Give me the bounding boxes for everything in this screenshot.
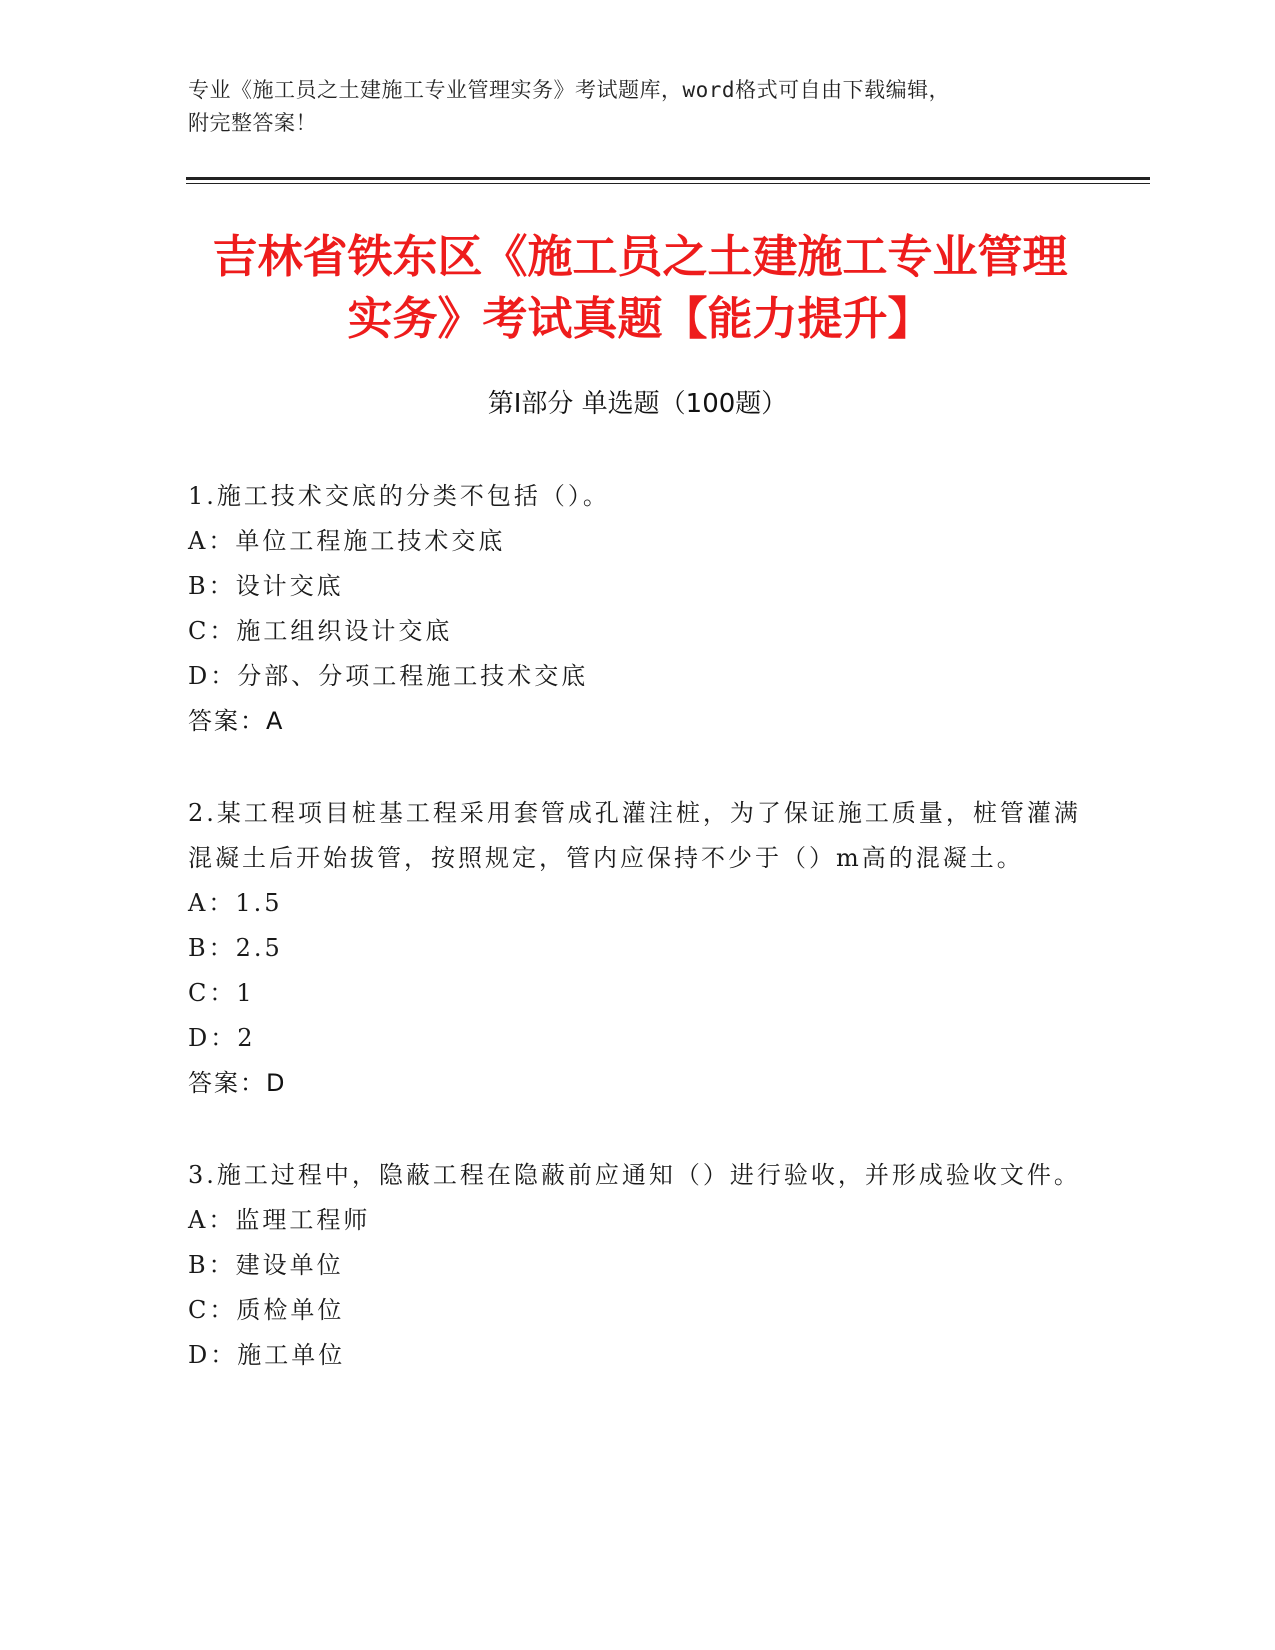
header-note-line-1: 专业《施工员之土建施工专业管理实务》考试题库，word格式可自由下载编辑， bbox=[188, 78, 951, 102]
option-a: A：单位工程施工技术交底 bbox=[188, 527, 506, 555]
document-title bbox=[180, 226, 1100, 350]
question-list bbox=[188, 474, 1088, 1425]
question-stem: 1.施工技术交底的分类不包括（）。 bbox=[188, 482, 610, 510]
document-title-line-1: 吉林省铁东区《施工员之土建施工专业管理 bbox=[212, 230, 1068, 283]
section-heading: 第Ⅰ部分 单选题（100题） bbox=[487, 389, 788, 419]
option-d: D：2 bbox=[188, 1024, 256, 1052]
answer-label: 答案： bbox=[188, 1069, 266, 1097]
option-c: C：施工组织设计交底 bbox=[188, 617, 453, 645]
answer-value: A bbox=[266, 707, 283, 735]
option-c: C：1 bbox=[188, 979, 255, 1007]
option-b: B：2.5 bbox=[188, 934, 283, 962]
option-c: C：质检单位 bbox=[188, 1296, 345, 1324]
option-d: D：施工单位 bbox=[188, 1341, 346, 1369]
document-title-line-2: 实务》考试真题【能力提升】 bbox=[347, 292, 933, 345]
question-stem: 2.某工程项目桩基工程采用套管成孔灌注桩，为了保证施工质量，桩管灌满混凝土后开始拔管，按照规定，管内应保持不少于（）m高的混凝土。 bbox=[188, 799, 1081, 872]
header-divider-thin bbox=[186, 183, 1150, 184]
option-a: A：1.5 bbox=[188, 889, 283, 917]
option-d: D：分部、分项工程施工技术交底 bbox=[188, 662, 589, 690]
question-3 bbox=[188, 1153, 1088, 1378]
question-1 bbox=[188, 474, 1088, 744]
option-b: B：建设单位 bbox=[188, 1251, 344, 1279]
answer-line bbox=[188, 1061, 1088, 1106]
header-note bbox=[188, 74, 1068, 140]
answer-value: D bbox=[266, 1069, 285, 1097]
question-2 bbox=[188, 791, 1088, 1106]
option-a: A：监理工程师 bbox=[188, 1206, 371, 1234]
header-divider-thick bbox=[186, 177, 1150, 180]
question-stem: 3.施工过程中，隐蔽工程在隐蔽前应通知（）进行验收，并形成验收文件。 bbox=[188, 1161, 1081, 1189]
option-b: B：设计交底 bbox=[188, 572, 344, 600]
answer-line bbox=[188, 699, 1088, 744]
answer-label: 答案： bbox=[188, 707, 266, 735]
header-note-line-2: 附完整答案！ bbox=[188, 111, 317, 135]
